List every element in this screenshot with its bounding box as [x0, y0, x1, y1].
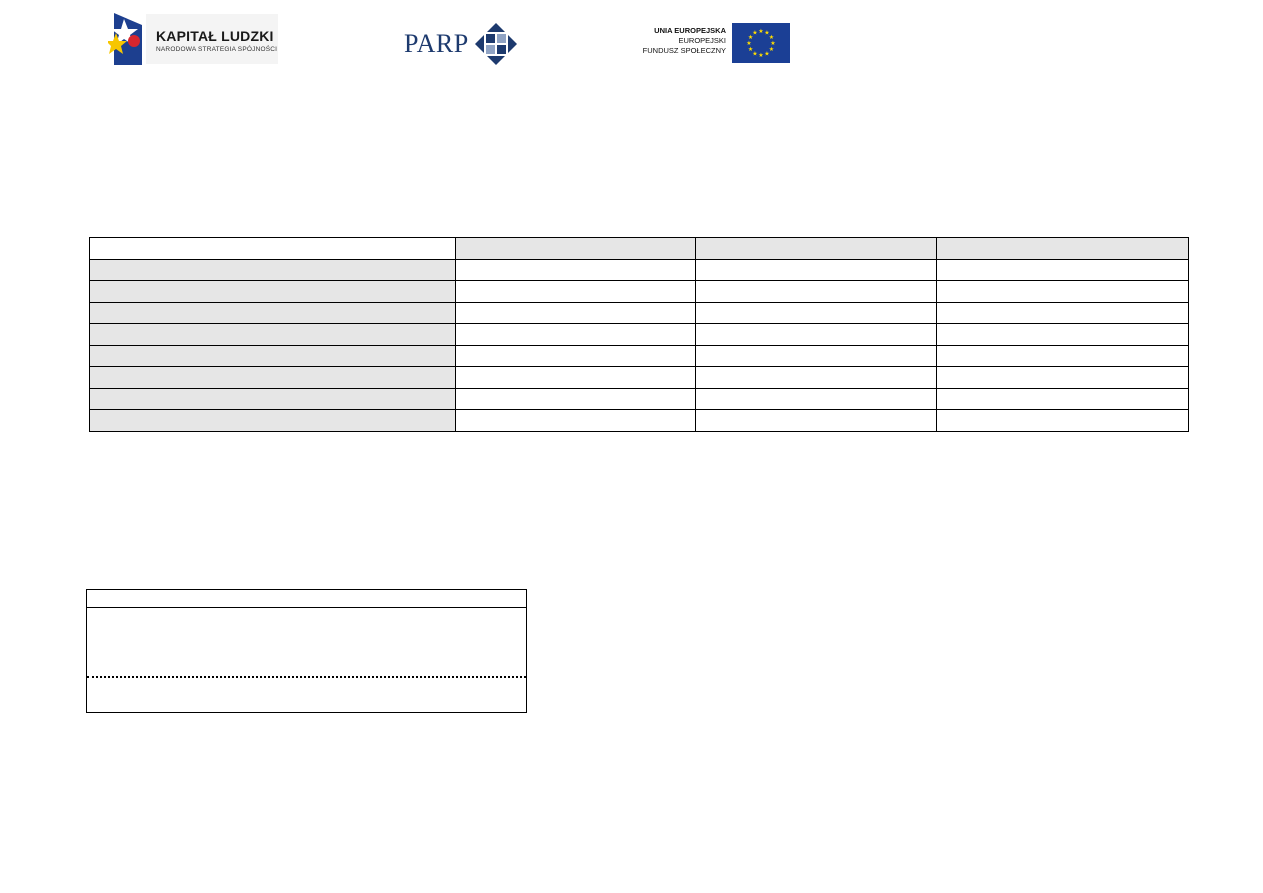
table-row: [90, 281, 1189, 303]
table-cell: [696, 388, 937, 410]
eu-star-icon: ★: [764, 51, 770, 58]
eu-star-icon: ★: [752, 30, 758, 37]
table-cell: [696, 324, 937, 346]
eu-star-icon: ★: [770, 41, 776, 47]
table-cell: [456, 324, 696, 346]
eu-star-icon: ★: [747, 47, 754, 53]
row-label-cell: [90, 367, 456, 389]
table-header-row: [90, 238, 1189, 260]
eu-star-icon: ★: [752, 51, 758, 58]
main-table-body: [90, 238, 1189, 432]
ue-logo-text: [643, 26, 726, 56]
header-cell: [696, 238, 937, 260]
signature-box-footer: [87, 678, 526, 712]
eu-flag-icon: [732, 23, 790, 63]
signature-area: [87, 608, 526, 678]
kapital-ludzki-emblem-icon: [108, 11, 154, 67]
eu-star-icon: ★: [764, 30, 770, 37]
table-row: [90, 324, 1189, 346]
row-label-cell: [90, 345, 456, 367]
table-cell: [696, 410, 937, 432]
row-label-cell: [90, 302, 456, 324]
kapital-ludzki-title: KAPITAŁ LUDZKI: [156, 28, 274, 44]
table-cell: [456, 388, 696, 410]
row-label-cell: [90, 388, 456, 410]
ue-line-2: EUROPEJSKI: [678, 36, 726, 45]
eu-star-icon: ★: [768, 47, 775, 53]
table-cell: [937, 324, 1189, 346]
eu-star-icon: ★: [758, 29, 764, 35]
table-row: [90, 367, 1189, 389]
table-cell: [696, 281, 937, 303]
parp-arrows-icon: [475, 23, 517, 65]
table-cell: [456, 302, 696, 324]
header-cell: [456, 238, 696, 260]
table-cell: [937, 302, 1189, 324]
main-table: [89, 237, 1189, 432]
eu-star-icon: ★: [746, 41, 752, 47]
table-cell: [456, 345, 696, 367]
row-label-cell: [90, 281, 456, 303]
eu-star-icon: ★: [747, 35, 754, 41]
table-cell: [696, 345, 937, 367]
parp-logo: [404, 22, 518, 66]
eu-star-icon: ★: [758, 53, 764, 59]
table-cell: [696, 302, 937, 324]
table-row: [90, 302, 1189, 324]
table-cell: [456, 259, 696, 281]
table-cell: [937, 410, 1189, 432]
ue-line-3: FUNDUSZ SPOŁECZNY: [642, 46, 726, 55]
table-cell: [696, 259, 937, 281]
parp-logo-text: PARP: [404, 29, 469, 58]
ue-line-1: UNIA EUROPEJSKA: [654, 26, 726, 35]
kapital-ludzki-subtitle: NARODOWA STRATEGIA SPÓJNOŚCI: [156, 46, 278, 53]
signature-box-header: [87, 590, 526, 608]
signature-box: [86, 589, 527, 713]
table-cell: [696, 367, 937, 389]
table-row: [90, 410, 1189, 432]
table-cell: [456, 367, 696, 389]
ue-logo: [636, 22, 792, 64]
kapital-ludzki-logo: [108, 11, 280, 67]
row-label-cell: [90, 259, 456, 281]
table-cell: [456, 281, 696, 303]
header-cell: [90, 238, 456, 260]
header-cell: [937, 238, 1189, 260]
table-cell: [937, 345, 1189, 367]
table-cell: [937, 281, 1189, 303]
table-row: [90, 388, 1189, 410]
table-row: [90, 345, 1189, 367]
eu-star-icon: ★: [768, 35, 775, 41]
row-label-cell: [90, 410, 456, 432]
row-label-cell: [90, 324, 456, 346]
table-cell: [937, 388, 1189, 410]
table-cell: [937, 367, 1189, 389]
table-cell: [937, 259, 1189, 281]
table-cell: [456, 410, 696, 432]
table-row: [90, 259, 1189, 281]
